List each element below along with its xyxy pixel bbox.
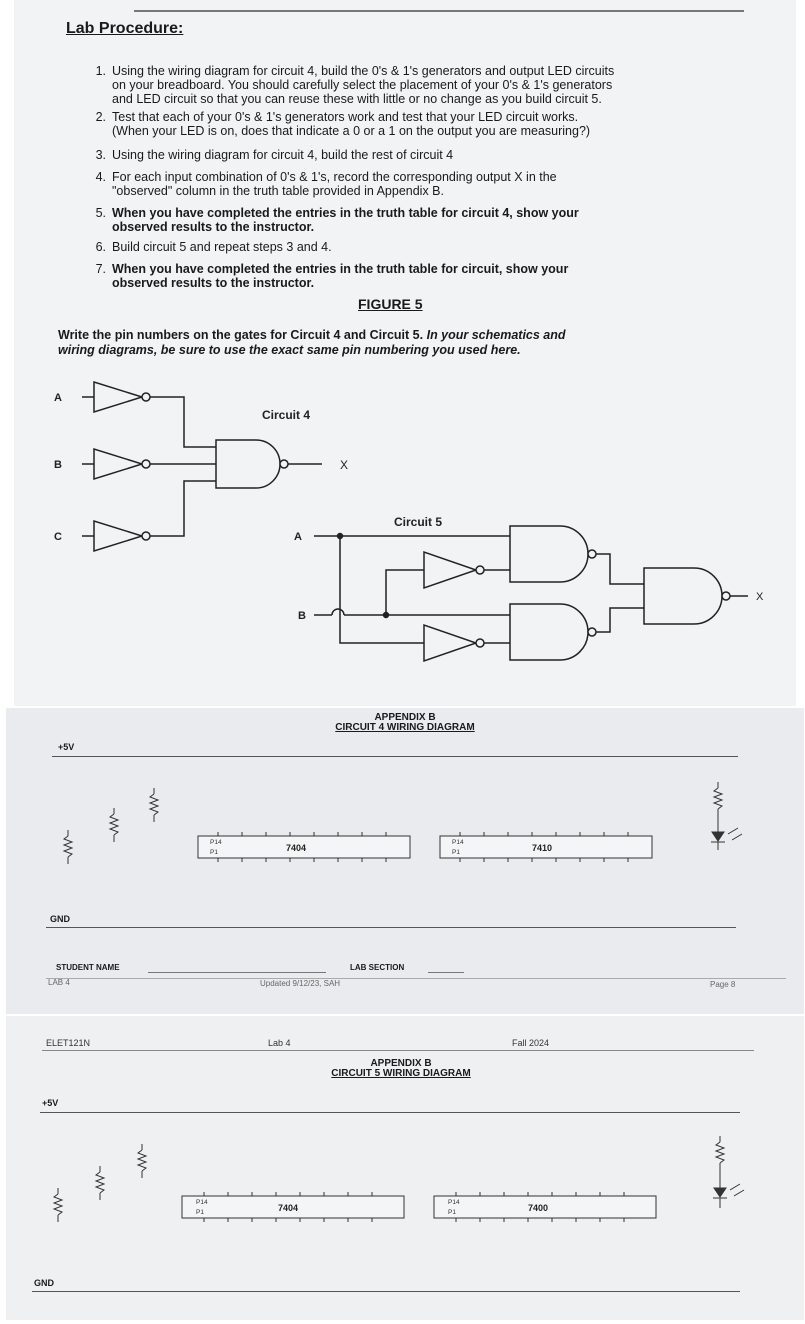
vcc-label: +5V xyxy=(58,742,75,752)
circuit4-inverter-c xyxy=(82,481,216,551)
step-1: 1. Using the wiring diagram for circuit 4, build the 0's & 1's generators and output LED circuits on your breadboard. You should carefully select the placement of your 0's & 1's generators and LED circuit so that you can reuse these with little or no change as you build circuit 5. xyxy=(95,64,615,106)
circuit4-nand-gate xyxy=(216,440,322,488)
footer-rule xyxy=(46,978,786,979)
circuit4-inverter-a xyxy=(82,382,216,447)
chip1-pin14: P14 xyxy=(210,839,222,846)
circuit4-input-a-label: A xyxy=(54,392,62,404)
gnd-rail xyxy=(46,927,736,928)
chip1-pin1: P1 xyxy=(210,849,218,856)
chip1-label: 7404 xyxy=(286,843,307,853)
chip2-pin14: P14 xyxy=(448,1199,460,1206)
circuit5-nand-gate-2 xyxy=(510,604,644,660)
circuit4-output-label: X xyxy=(340,458,349,472)
resistor-2 xyxy=(96,1166,104,1200)
figure-instruction: Write the pin numbers on the gates for Circuit 4 and Circuit 5. In your schematics and wiring diagrams, be sure to use the exact same pin numbering you used here. xyxy=(58,328,566,357)
resistor-3 xyxy=(138,1144,146,1178)
led-circuit xyxy=(711,782,742,850)
circuit5-components xyxy=(6,1124,804,1274)
appendix5-title: APPENDIX B xyxy=(370,1058,432,1069)
chip2-pin14: P14 xyxy=(452,839,464,846)
circuit5-output-label: X xyxy=(756,591,764,603)
lab-section-field[interactable] xyxy=(428,972,464,973)
lab-procedure-heading: Lab Procedure: xyxy=(66,20,184,37)
circuit4-components xyxy=(6,768,804,928)
circuit4-wiring-panel xyxy=(6,708,804,1014)
circuit4-input-c-label: C xyxy=(54,531,62,543)
header-term: Fall 2024 xyxy=(512,1038,550,1048)
header-course: ELET121N xyxy=(46,1038,91,1048)
gnd-label: GND xyxy=(34,1278,54,1288)
chip1-pin14: P14 xyxy=(196,1199,208,1206)
chip2-label: 7400 xyxy=(528,1203,549,1213)
appendix4-title: APPENDIX B xyxy=(374,712,436,723)
circuit4-title: Circuit 4 xyxy=(262,408,311,422)
vcc-label: +5V xyxy=(42,1098,59,1108)
step-3: 3. Using the wiring diagram for circuit 4, build the rest of circuit 4 xyxy=(95,148,454,162)
student-name-label: STUDENT NAME xyxy=(56,963,120,972)
circuit4-inverter-b xyxy=(82,449,216,479)
circuit5-wiring xyxy=(314,536,510,643)
footer-lab: LAB 4 xyxy=(48,978,70,987)
chip1-pin1: P1 xyxy=(196,1209,204,1216)
lab-section-label: LAB SECTION xyxy=(350,963,405,972)
figure-5-schematic xyxy=(14,360,796,706)
chip2-pin1: P1 xyxy=(448,1209,456,1216)
resistor-2 xyxy=(110,808,118,842)
junction-a xyxy=(338,534,343,539)
circuit5-inverter-1 xyxy=(424,552,510,588)
student-name-field[interactable] xyxy=(148,972,326,973)
chip2-pin1: P1 xyxy=(452,849,460,856)
circuit5-title: Circuit 5 xyxy=(394,515,443,529)
resistor-3 xyxy=(150,788,158,822)
footer-updated: Updated 9/12/23, SAH xyxy=(260,979,341,988)
circuit5-nand-gate-1 xyxy=(510,526,644,584)
step-6: 6. Build circuit 5 and repeat steps 3 and 4. xyxy=(95,240,332,254)
circuit5-nand-gate-out xyxy=(644,568,748,624)
appendix4-subtitle: CIRCUIT 4 WIRING DIAGRAM xyxy=(335,722,475,733)
top-rule xyxy=(134,10,744,12)
resistor-1 xyxy=(54,1188,62,1222)
gnd-rail xyxy=(32,1291,740,1292)
appendix5-subtitle: CIRCUIT 5 WIRING DIAGRAM xyxy=(331,1068,471,1079)
vcc-rail xyxy=(40,1112,740,1113)
header-rule xyxy=(42,1050,754,1051)
procedure-panel xyxy=(14,0,796,706)
junction-b xyxy=(384,613,389,618)
chip1-label: 7404 xyxy=(278,1203,299,1213)
circuit5-wiring-panel xyxy=(6,1016,804,1320)
circuit5-input-a-label: A xyxy=(294,531,302,543)
figure-title: FIGURE 5 xyxy=(358,296,423,312)
step-5: 5. When you have completed the entries in the truth table for circuit 4, show your observed results to the instructor. xyxy=(95,206,579,234)
circuit4-input-b-label: B xyxy=(54,459,62,471)
step-7: 7. When you have completed the entries in the truth table for circuit, show your observed results to the instructor. xyxy=(95,262,569,290)
chip2-label: 7410 xyxy=(532,843,553,853)
vcc-rail xyxy=(52,756,738,757)
led-circuit xyxy=(713,1136,744,1208)
gnd-label: GND xyxy=(50,914,70,924)
resistor-1 xyxy=(64,830,72,864)
circuit5-inverter-2 xyxy=(424,625,510,661)
circuit5-input-b-label: B xyxy=(298,610,306,622)
step-4: 4. For each input combination of 0's & 1's, record the corresponding output X in the "observed" column in the truth table provided in Appendix B. xyxy=(95,170,557,198)
header-lab: Lab 4 xyxy=(268,1038,291,1048)
step-2: 2. Test that each of your 0's & 1's generators work and test that your LED circuit works. (When your LED is on, does that indicate a 0 or a 1 on the output you are measuring?) xyxy=(95,110,591,138)
footer-page: Page 8 xyxy=(710,980,736,989)
